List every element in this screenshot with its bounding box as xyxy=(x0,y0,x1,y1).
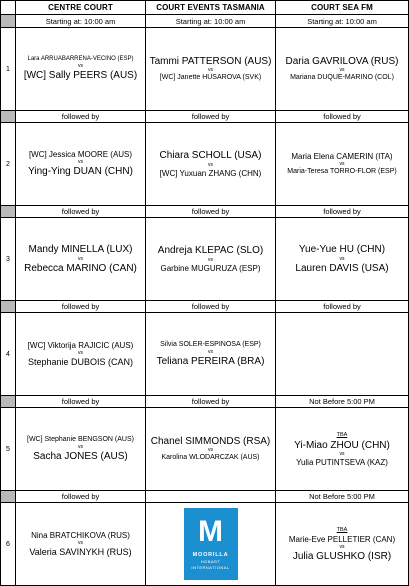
logo-brand: MOORILLA xyxy=(192,552,229,558)
followed-by-label: followed by xyxy=(146,396,276,408)
player-2: [WC] Yuxuan ZHANG (CHN) xyxy=(159,168,262,178)
match-cell xyxy=(16,408,146,491)
player-1: Yue-Yue HU (CHN) xyxy=(298,244,386,255)
player-1: Mandy MINELLA (LUX) xyxy=(28,244,133,255)
vs-label: vs xyxy=(78,539,83,546)
grey-corner xyxy=(1,15,16,28)
player-2: Yulia PUTINTSEVA (KAZ) xyxy=(296,458,388,468)
grey-corner xyxy=(1,206,16,218)
separator-row xyxy=(1,491,409,503)
empty-separator xyxy=(146,491,276,503)
player-2: Julia GLUSHKO (ISR) xyxy=(292,550,392,562)
player-2: [WC] Janette HUSAROVA (SVK) xyxy=(159,74,262,82)
match-row xyxy=(1,408,409,491)
player-1: Daria GAVRILOVA (RUS) xyxy=(285,55,399,67)
match-cell xyxy=(16,28,146,111)
match-number: 2 xyxy=(1,123,16,206)
match-cell xyxy=(276,218,409,301)
followed-by-label: followed by xyxy=(146,206,276,218)
player-2: Teliana PEREIRA (BRA) xyxy=(156,355,265,367)
match-number: 6 xyxy=(1,503,16,586)
match-row xyxy=(1,313,409,396)
grey-corner xyxy=(1,396,16,408)
followed-by-label: followed by xyxy=(16,111,146,123)
vs-label: vs xyxy=(78,255,83,262)
court-header-row xyxy=(1,1,409,15)
vs-label: vs xyxy=(78,349,83,356)
followed-by-label: followed by xyxy=(16,206,146,218)
match-cell xyxy=(16,503,146,586)
vs-label: vs xyxy=(339,543,345,550)
empty-match-cell xyxy=(276,313,409,396)
player-1: Marie-Eve PELLETIER (CAN) xyxy=(288,534,396,544)
vs-label: vs xyxy=(339,67,345,74)
match-cell xyxy=(16,218,146,301)
vs-label: vs xyxy=(208,67,213,74)
player-2: Sacha JONES (AUS) xyxy=(33,450,128,462)
sponsor-logo-cell xyxy=(146,503,276,586)
player-1: Yi-Miao ZHOU (CHN) xyxy=(294,439,390,451)
match-cell xyxy=(16,123,146,206)
player-1: Maria Elena CAMERIN (ITA) xyxy=(291,151,393,161)
player-1: Andreja KLEPAC (SLO) xyxy=(157,245,264,257)
followed-by-label: followed by xyxy=(16,301,146,313)
player-1: Silvia SOLER-ESPINOSA (ESP) xyxy=(160,340,261,348)
logo-sub: HOBART xyxy=(200,559,221,564)
grey-corner xyxy=(1,491,16,503)
separator-row xyxy=(1,396,409,408)
match-cell xyxy=(146,408,276,491)
followed-by-label: followed by xyxy=(16,396,146,408)
player-2: Garbine MUGURUZA (ESP) xyxy=(160,263,261,273)
start-time-centre: Starting at: 10:00 am xyxy=(16,15,146,28)
grey-corner xyxy=(1,301,16,313)
grey-corner xyxy=(1,111,16,123)
player-1: [WC] Stephanie BENGSON (AUS) xyxy=(27,435,134,443)
separator-row xyxy=(1,206,409,218)
match-cell xyxy=(146,218,276,301)
vs-label: vs xyxy=(208,348,213,355)
match-row xyxy=(1,28,409,111)
player-2: [WC] Sally PEERS (AUS) xyxy=(23,70,138,82)
court-header-sea-fm: COURT SEA FM xyxy=(276,1,409,15)
player-2: Karolina WLODARCZAK (AUS) xyxy=(161,454,260,462)
followed-by-label: followed by xyxy=(146,111,276,123)
player-2: Mariana DUQUE-MARINO (COL) xyxy=(290,74,394,82)
match-number: 4 xyxy=(1,313,16,396)
match-cell xyxy=(276,123,409,206)
player-1: Chanel SIMMONDS (RSA) xyxy=(150,435,271,447)
start-time-row xyxy=(1,15,409,28)
match-cell xyxy=(276,503,409,586)
vs-label: vs xyxy=(78,63,83,70)
vs-label: vs xyxy=(339,161,345,168)
player-2: Lauren DAVIS (USA) xyxy=(295,262,389,274)
moorilla-logo xyxy=(184,508,238,580)
vs-label: vs xyxy=(208,447,213,454)
followed-by-label: followed by xyxy=(276,301,409,313)
match-number: 5 xyxy=(1,408,16,491)
player-2: Ying-Ying DUAN (CHN) xyxy=(28,166,133,178)
separator-row xyxy=(1,111,409,123)
player-2: Rebecca MARINO (CAN) xyxy=(24,262,137,274)
not-before-label: Not Before 5:00 PM xyxy=(276,396,409,408)
followed-by-label: followed by xyxy=(16,491,146,503)
vs-label: vs xyxy=(339,255,345,262)
player-1: Lara ARRUABARRENA-VECINO (ESP) xyxy=(27,56,134,63)
match-row xyxy=(1,218,409,301)
followed-by-label: followed by xyxy=(146,301,276,313)
match-cell xyxy=(146,28,276,111)
corner-cell xyxy=(1,1,16,15)
tba-label: TBA xyxy=(336,526,348,533)
player-1: Nina BRATCHIKOVA (RUS) xyxy=(31,530,130,540)
start-time-sea-fm: Starting at: 10:00 am xyxy=(276,15,409,28)
followed-by-label: followed by xyxy=(276,111,409,123)
match-row xyxy=(1,503,409,586)
start-time-events-tasmania: Starting at: 10:00 am xyxy=(146,15,276,28)
vs-label: vs xyxy=(208,161,213,168)
match-cell xyxy=(16,313,146,396)
separator-row xyxy=(1,301,409,313)
player-2: Stephanie DUBOIS (CAN) xyxy=(27,356,134,367)
player-1: Chiara SCHOLL (USA) xyxy=(159,150,262,162)
court-header-centre: CENTRE COURT xyxy=(16,1,146,15)
logo-tagline: INTERNATIONAL xyxy=(191,565,230,570)
logo-letter: M xyxy=(198,515,223,548)
vs-label: vs xyxy=(78,159,83,166)
vs-label: vs xyxy=(78,443,83,450)
match-number: 1 xyxy=(1,28,16,111)
match-number: 3 xyxy=(1,218,16,301)
court-header-events-tasmania: COURT EVENTS TASMANIA xyxy=(146,1,276,15)
vs-label: vs xyxy=(208,256,213,263)
match-cell xyxy=(146,123,276,206)
player-1: Tammi PATTERSON (AUS) xyxy=(149,55,272,67)
vs-label: vs xyxy=(339,451,345,458)
followed-by-label: followed by xyxy=(276,206,409,218)
player-1: [WC] Jessica MOORE (AUS) xyxy=(28,150,133,160)
player-1: [WC] Viktorija RAJICIC (AUS) xyxy=(27,340,134,350)
player-2: Maria-Teresa TORRO-FLOR (ESP) xyxy=(287,168,397,176)
match-row xyxy=(1,123,409,206)
player-2: Valeria SAVINYKH (RUS) xyxy=(29,546,132,557)
tba-label: TBA xyxy=(336,431,348,438)
match-cell xyxy=(276,28,409,111)
match-cell xyxy=(276,408,409,491)
not-before-label: Not Before 5:00 PM xyxy=(276,491,409,503)
match-cell xyxy=(146,313,276,396)
